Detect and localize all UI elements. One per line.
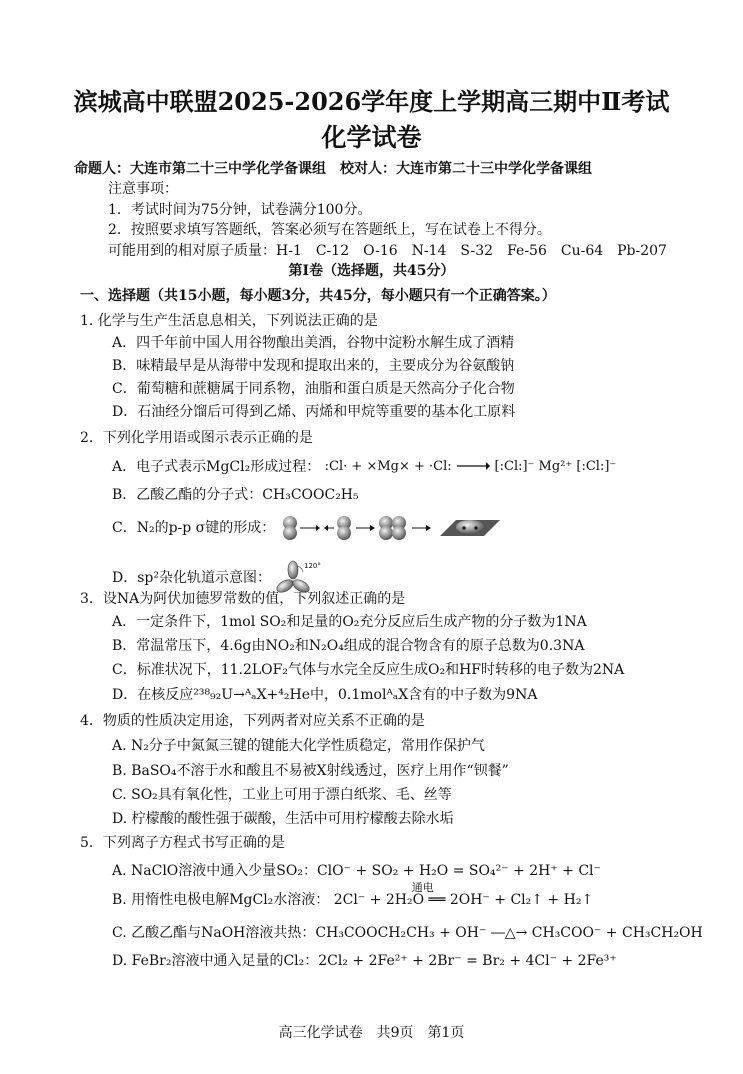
question-3-option-a: A．一定条件下，1mol SO₂和足量的O₂充分反应后生成产物的分子数为1NA [112, 614, 587, 630]
question-1-option-d: D．石油经分馏后可得到乙烯、丙烯和甲烷等重要的基本化工原料 [112, 404, 516, 420]
question-3-option-c: C．标准状况下，11.2LOF₂气体与水完全反应生成O₂和HF时转移的电子数为2NA [112, 662, 625, 678]
reaction-arrow-icon [456, 458, 490, 476]
sigma-bond-formation-figure [280, 514, 540, 542]
page-footer: 高三化学试卷 共9页 第1页 [278, 1025, 465, 1041]
part-heading: 第Ⅰ卷（选择题，共45分） [288, 263, 455, 279]
question-5-option-b-row [112, 881, 594, 909]
question-2-option-a-row [112, 458, 616, 476]
question-4-option-a: A. N₂分子中氮氮三键的键能大化学性质稳定，常用作保护气 [112, 738, 485, 754]
question-1-stem: 1. 化学与生产生活息息相关，下列说法正确的是 [80, 313, 378, 329]
question-5-stem: 5．下列离子方程式书写正确的是 [80, 835, 285, 851]
question-2-option-b: B．乙酸乙酯的分子式：CH₃COOC₂H₅ [112, 487, 359, 503]
authors-line: 命题人：大连市第二十三中学化学备课组 校对人：大连市第二十三中学化学备课组 [74, 161, 592, 177]
question-4-option-b: B. BaSO₄不溶于水和酸且不易被X射线透过，医疗上用作“钡餐” [112, 763, 509, 779]
atomic-masses: 可能用到的相对原子质量：H-1 C-12 O-16 N-14 S-32 Fe-56 Cu-64 Pb-207 [108, 243, 667, 259]
lewis-right-formula: [:Cl:]⁻ Mg²⁺ [:Cl:]⁻ [494, 459, 617, 474]
electrolysis-equation: 2Cl⁻ + 2H₂O ══ 2OH⁻ + Cl₂↑ + H₂↑ [333, 892, 594, 908]
question-2-option-c-row [112, 514, 540, 542]
question-2-stem: 2．下列化学用语或图示表示正确的是 [80, 430, 313, 446]
question-5-option-c: C. 乙酸乙酯与NaOH溶液共热：CH₃COOCH₂CH₃ + OH⁻ ―△→ CH₃COO⁻ + CH₃CH₂OH [112, 925, 703, 941]
section-heading: 一、选择题（共15小题，每小题3分，共45分，每小题只有一个正确答案。） [80, 288, 556, 304]
question-5-option-d: D. FeBr₂溶液中通入足量的Cl₂：2Cl₂ + 2Fe²⁺ + 2Br⁻ = Br₂ + 4Cl⁻ + 2Fe³⁺ [112, 953, 617, 969]
question-2-option-a: A．电子式表示MgCl₂形成过程： [112, 459, 321, 475]
question-5-option-a: A. NaClO溶液中通入少量SO₂：ClO⁻ + SO₂ + H₂O = SO₄²⁻ + 2H⁺ + Cl⁻ [112, 863, 601, 879]
question-2-option-d: D．sp²杂化轨道示意图： [112, 570, 271, 586]
question-3-stem: 3．设NA为阿伏加德罗常数的值，下列叙述正确的是 [80, 591, 406, 607]
question-3-option-d: D．在核反应²³⁸₉₂U→ᴬₐX+⁴₂He中，0.1molᴬₐX含有的中子数为9NA [112, 687, 538, 703]
question-4-option-c: C. SO₂具有氧化性，工业上可用于漂白纸浆、毛、丝等 [112, 787, 452, 803]
lewis-left-formula: :Cl· + ×Mg× + ·Cl: [324, 459, 452, 474]
question-2-option-c: C．N₂的p-p σ键的形成： [112, 520, 276, 536]
page-subtitle: 化学试卷 [321, 123, 422, 152]
note-item-1: 1．考试时间为75分钟，试卷满分100分。 [108, 202, 372, 218]
note-item-2: 2．按照要求填写答题纸，答案必须写在答题纸上，写在试卷上不得分。 [108, 222, 551, 238]
bond-angle-label: 120° [304, 562, 322, 570]
question-1-option-c: C．葡萄糖和蔗糖属于同系物，油脂和蛋白质是天然高分子化合物 [112, 381, 515, 397]
electrolysis-condition-label: 通电 [411, 881, 434, 894]
question-4-stem: 4．物质的性质决定用途，下列两者对应关系不正确的是 [80, 713, 425, 729]
question-5-option-b: B. 用惰性电极电解MgCl₂水溶液： [112, 892, 330, 908]
question-1-option-a: A．四千年前中国人用谷物酿出美酒，谷物中淀粉水解生成了酒精 [112, 335, 515, 351]
question-3-option-b: B．常温常压下，4.6g由NO₂和N₂O₄组成的混合物含有的原子总数为0.3NA [112, 638, 585, 654]
question-1-option-b: B．味精最早是从海带中发现和提取出来的，主要成分为谷氨酸钠 [112, 358, 515, 374]
question-4-option-d: D. 柠檬酸的酸性强于碳酸，生活中可用柠檬酸去除水垢 [112, 811, 454, 827]
electrolysis-equation-wrap [333, 881, 594, 909]
page-title: 滨城高中联盟2025-2026学年度上学期高三期中Ⅱ考试 [73, 87, 670, 116]
notes-heading: 注意事项： [108, 181, 178, 197]
